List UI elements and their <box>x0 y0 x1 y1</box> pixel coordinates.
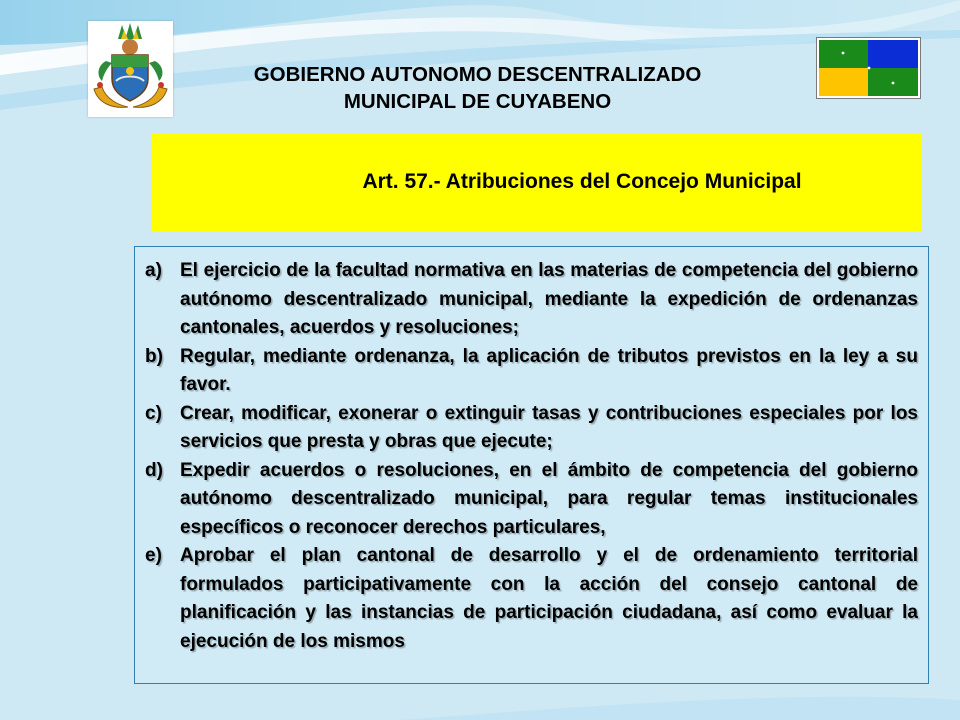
article-title: Art. 57.- Atribuciones del Concejo Municipal <box>362 170 802 193</box>
list-item-text: Expedir acuerdos o resoluciones, en el ámbito de competencia del gobierno autónomo descentralizado municipal, para regular temas institucionales específicos o reconocer derechos particulares, <box>180 459 918 538</box>
list-item-text: Regular, mediante ordenanza, la aplicación de tributos previstos en la ley a su favor. <box>180 345 918 395</box>
organization-title-line-1: GOBIERNO AUTONOMO DESCENTRALIZADO <box>253 63 702 86</box>
list-item <box>145 457 918 543</box>
list-item-marker: e) <box>145 545 162 566</box>
organization-title-line-2: MUNICIPAL DE CUYABENO <box>343 90 612 113</box>
article-banner <box>152 134 922 232</box>
cantonal-flag <box>816 37 921 99</box>
list-item-marker: b) <box>145 345 163 367</box>
list-item <box>145 257 918 343</box>
list-item <box>145 400 918 457</box>
list-item-text: Aprobar el plan cantonal de desarrollo y el de ordenamiento territorial formulados participativamente con la acción del consejo cantonal de planificación y las instancias de participación ciudadana, así como evaluar la ejecución de los mismos <box>180 545 918 652</box>
list-item-marker: a) <box>145 260 162 281</box>
list-item-text: El ejercicio de la facultad normativa en las materias de competencia del gobierno autónomo descentralizado municipal, mediante la expedición de ordenanzas cantonales, acuerdos y resoluciones; <box>180 260 918 338</box>
attributions-list <box>135 247 928 656</box>
municipal-crest-logo <box>88 21 173 117</box>
list-item-marker: d) <box>145 459 163 481</box>
list-item <box>145 343 918 400</box>
list-item <box>145 542 918 656</box>
list-item-text: Crear, modificar, exonerar o extinguir tasas y contribuciones especiales por los servicios que presta y obras que ejecute; <box>180 402 918 452</box>
flag-blue <box>868 40 918 68</box>
attributions-box <box>134 246 929 684</box>
organization-title <box>175 61 780 115</box>
flag-yellow <box>819 68 868 96</box>
list-item-marker: c) <box>145 402 162 424</box>
